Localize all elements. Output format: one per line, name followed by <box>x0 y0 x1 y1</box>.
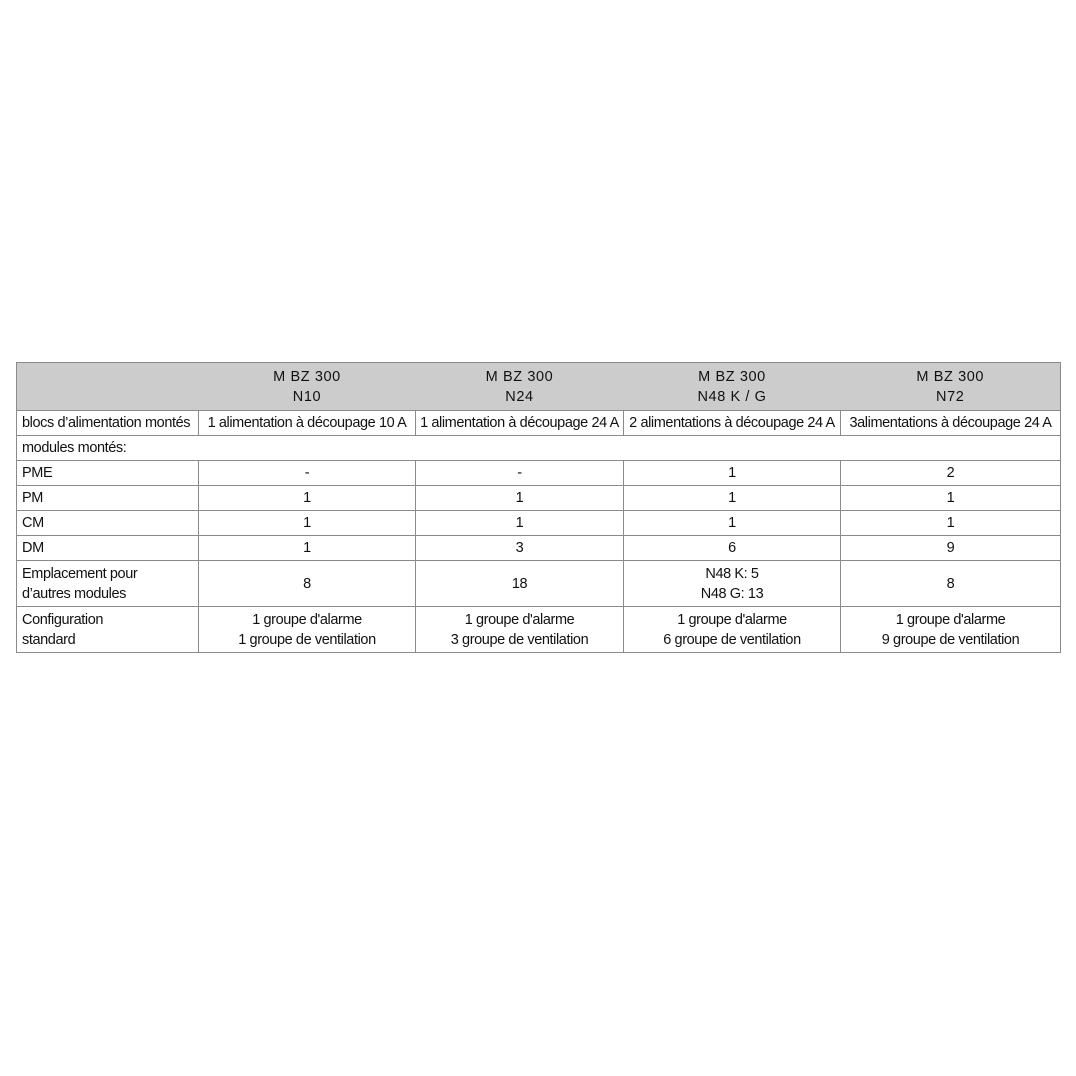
header-row <box>17 363 1061 411</box>
table-cell: 1 alimentation à découpage 10 A <box>199 411 416 436</box>
cell-line: N48 K: 5 <box>705 565 759 582</box>
table-cell: 3 <box>416 536 624 561</box>
table-row <box>17 461 1061 486</box>
slots-row <box>17 561 1061 607</box>
table-cell: 1 <box>624 486 841 511</box>
cell-line: N48 G: 13 <box>700 585 764 602</box>
row-label-line: Emplacement pour <box>22 565 138 582</box>
header-model-name: M BZ 300 <box>916 369 985 385</box>
table-cell <box>416 561 624 607</box>
table-cell: 1 <box>841 486 1061 511</box>
cell-line: 1 groupe d'alarme <box>895 611 1006 628</box>
table-cell <box>416 607 624 653</box>
table-cell: 9 <box>841 536 1061 561</box>
cell-line: 1 groupe de ventilation <box>238 631 376 648</box>
table-cell: - <box>199 461 416 486</box>
header-model-name: M BZ 300 <box>273 369 341 385</box>
header-corner-cell <box>17 363 199 411</box>
cell-line: 3 groupe de ventilation <box>450 631 589 648</box>
table-cell <box>624 561 841 607</box>
row-label: CM <box>17 511 199 536</box>
header-model-n10 <box>199 363 416 411</box>
row-label <box>17 607 199 653</box>
table-cell <box>199 607 416 653</box>
table-row <box>17 511 1061 536</box>
header-model-n24 <box>416 363 624 411</box>
row-label-line: d’autres modules <box>22 585 127 602</box>
table-cell: 1 <box>624 461 841 486</box>
power-supply-row <box>17 411 1061 436</box>
header-model-variant: N10 <box>292 389 322 405</box>
header-model-n48 <box>624 363 841 411</box>
table-cell: 1 <box>416 511 624 536</box>
table-cell: 1 alimentation à découpage 24 A <box>416 411 624 436</box>
header-model-name: M BZ 300 <box>485 369 554 385</box>
table-cell <box>624 607 841 653</box>
table-row <box>17 486 1061 511</box>
header-model-n72 <box>841 363 1061 411</box>
table-cell: 3alimentations à découpage 24 A <box>841 411 1061 436</box>
cell-line: 6 groupe de ventilation <box>663 631 801 648</box>
header-model-name: M BZ 300 <box>698 369 766 385</box>
specification-table <box>16 362 1061 653</box>
header-model-variant: N48 K / G <box>697 389 767 405</box>
table-cell <box>841 607 1061 653</box>
header-model-variant: N72 <box>936 389 965 405</box>
table-cell <box>199 561 416 607</box>
row-label-line: standard <box>22 631 76 648</box>
table-cell: 2 alimentations à découpage 24 A <box>624 411 841 436</box>
row-label: DM <box>17 536 199 561</box>
header-model-variant: N24 <box>505 389 534 405</box>
cell-line: 1 groupe d'alarme <box>464 611 575 628</box>
configuration-row <box>17 607 1061 653</box>
table-cell: 1 <box>199 536 416 561</box>
table-cell: 1 <box>199 511 416 536</box>
table-row <box>17 536 1061 561</box>
table-cell: 1 <box>624 511 841 536</box>
section-label: modules montés: <box>17 436 1061 461</box>
row-label: blocs d’alimentation montés <box>17 411 199 436</box>
row-label: PM <box>17 486 199 511</box>
cell-line: 18 <box>511 575 528 592</box>
cell-line: 1 groupe d'alarme <box>252 611 362 628</box>
row-label: PME <box>17 461 199 486</box>
table-cell: 6 <box>624 536 841 561</box>
row-label <box>17 561 199 607</box>
cell-line: 1 groupe d'alarme <box>677 611 787 628</box>
table-cell: 1 <box>199 486 416 511</box>
table-cell: 1 <box>416 486 624 511</box>
cell-line: 8 <box>303 575 311 592</box>
table-cell: - <box>416 461 624 486</box>
table-cell: 2 <box>841 461 1061 486</box>
table-cell: 1 <box>841 511 1061 536</box>
row-label-line: Configuration <box>22 611 104 628</box>
section-row <box>17 436 1061 461</box>
cell-line: 8 <box>946 575 955 592</box>
table-cell <box>841 561 1061 607</box>
cell-line: 9 groupe de ventilation <box>881 631 1020 648</box>
